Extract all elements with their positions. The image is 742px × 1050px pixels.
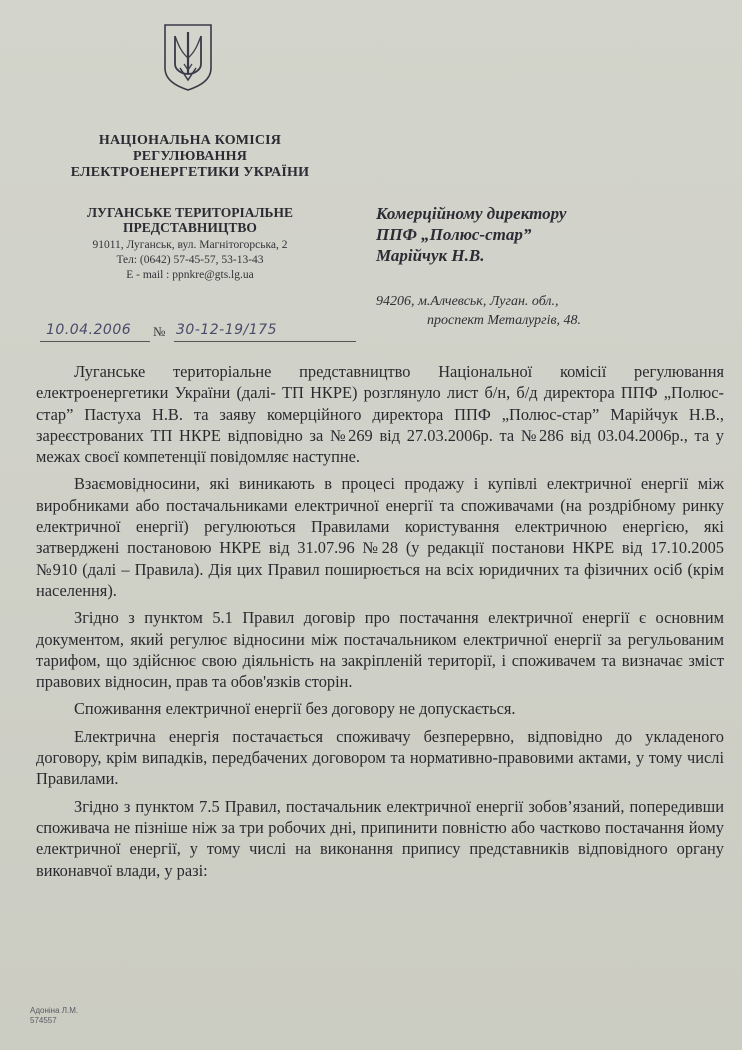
office-name-line: ЛУГАНСЬКЕ ТЕРИТОРІАЛЬНЕ <box>86 205 293 220</box>
trident-coat-of-arms-icon <box>162 22 214 92</box>
recipient-line: Комерційному директору <box>376 204 567 223</box>
commission-name <box>40 133 340 181</box>
recipient-block <box>376 203 716 266</box>
body-paragraph: Електрична енергія постачається споживачу безперервно, відповідно до укладеного договору, крім випадків, передбачених договором та нормативно-правовими актами, у тому числі Правилами. <box>36 726 724 789</box>
body-paragraph: Луганське територіальне представництво Національної комісії регулювання електроенергетики України (далі- ТП НКРЕ) розглянуло лист б/н, б/д директора ППФ „Полюс-стар” Пастуха Н.В. та заяву комерційного директора ППФ „Полюс-стар” Марійчук Н.В., зареєстрованих ТП НКРЕ відповідно за №269 від 27.03.2006р. та №286 від 03.04.2006р., та у межах своєї компетенції повідомляє наступне. <box>36 362 724 467</box>
body-paragraph: Споживання електричної енергії без договору не допускається. <box>74 699 516 719</box>
recipient-address <box>376 292 706 330</box>
recipient-line: Марійчук Н.В. <box>376 246 485 265</box>
number-underline <box>174 341 356 342</box>
recipient-address-line: проспект Металургів, 48. <box>427 313 582 328</box>
executor-name: Адоніна Л.М. <box>30 1006 79 1015</box>
letter-body <box>36 361 724 881</box>
recipient-line: ППФ „Полюс-стар” <box>376 225 532 244</box>
office-address: 91011, Луганськ, вул. Магнітогорська, 2 <box>92 239 288 251</box>
office-phone: Тел: (0642) 57-45-57, 53-13-43 <box>116 254 264 266</box>
body-paragraph: Взаємовідносини, які виникають в процесі продажу і купівлі електричної енергії між виробниками або постачальниками електричної енергії та споживачами (на роздрібному ринку електричної енергії) регулюються Правилами користування електричною енергією, які затверджені постановою НКРЕ від 31.07.96 №28 (у редакції постанови НКРЕ від 17.10.2005 №910 (далі – Правила). Дія цих Правил поширюється на всіх юридичних та фізичних осіб (крім населення). <box>36 474 724 600</box>
sender-office <box>40 205 340 283</box>
recipient-address-line: 94206, м.Алчевськ, Луган. обл., <box>376 294 559 309</box>
executor-footer <box>30 1006 170 1026</box>
registration-date: 10.04.2006 <box>46 322 132 338</box>
office-name-line: ПРЕДСТАВНИЦТВО <box>123 220 257 235</box>
body-paragraph: Згідно з пунктом 7.5 Правил, постачальник електричної енергії зобов’язаний, попередивши споживача не пізніше ніж за три робочих дні, припинити повністю або частково постачання йому електричної енергії, у тому числі на виконання припису представників відповідного органу виконавчої влади, у разі: <box>36 796 724 880</box>
commission-line: ЕЛЕКТРОЕНЕРГЕТИКИ УКРАЇНИ <box>70 165 310 180</box>
number-sign: № <box>153 324 166 339</box>
commission-line: НАЦІОНАЛЬНА КОМІСІЯ <box>98 133 282 148</box>
body-paragraph: Згідно з пунктом 5.1 Правил договір про постачання електричної енергії є основним документом, який регулює відносини між постачальником електричної енергії за регульованим тарифом, що здійснює свою діяльність на закріпленій території, і споживачем та визначає зміст правових відносин, прав та обов'язків сторін. <box>36 608 724 692</box>
executor-phone: 574557 <box>30 1016 57 1025</box>
commission-line: РЕГУЛЮВАННЯ <box>132 149 248 164</box>
registration-line <box>36 320 336 346</box>
date-underline <box>40 341 150 342</box>
registration-number: 30-12-19/175 <box>176 322 277 338</box>
office-email: E - mail : ppnkre@gts.lg.ua <box>126 269 254 281</box>
